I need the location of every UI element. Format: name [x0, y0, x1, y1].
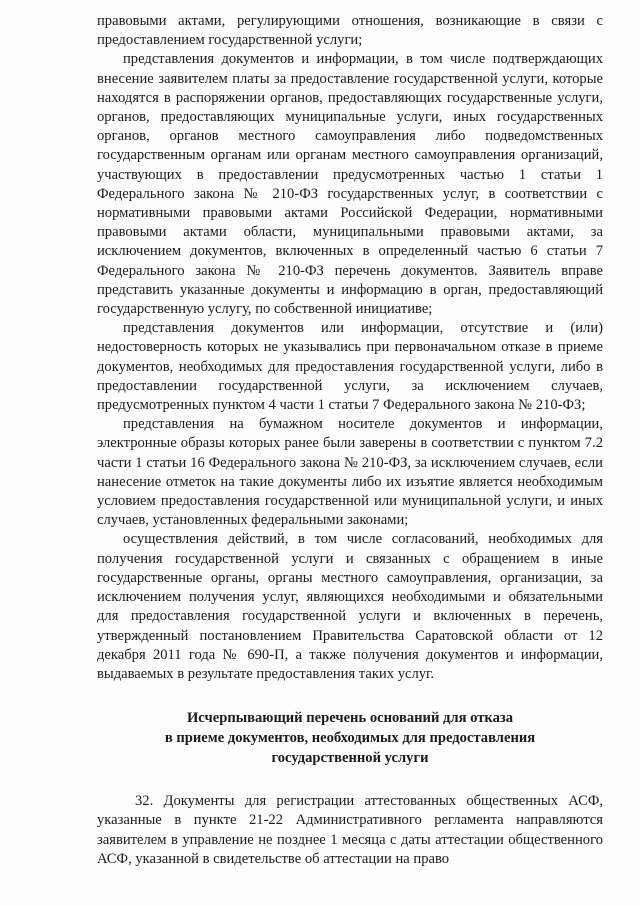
paragraph-actions: осуществления действий, в том числе согласований, необходимых для получения государственной услуги и связанных с обращением в иные государственные органы, органы местного самоуправления, организации, за исключением получения услуг, являющихся необходимыми и обязательными для предоставления государственной услуги и включенных в перечень, утвержденный постановлением Правительства Саратовской области от 12 декабря 2011 года № 690-П, а также получения документов и информации, выдаваемых в результате предоставления таких услуг.	[97, 531, 603, 682]
section-heading-line-2: в приеме документов, необходимых для предоставления	[164, 730, 536, 747]
spacer	[97, 768, 603, 792]
section-heading-line-3: государственной услуги	[271, 750, 429, 767]
section-heading	[97, 708, 603, 768]
paragraph-continuation: правовыми актами, регулирующими отношения, возникающие в связи с предоставлением государственной услуги;	[97, 13, 603, 49]
paragraph-32: 32. Документы для регистрации аттестованных общественных АСФ, указанные в пункте 21-22 Административного регламента направляются заявителем в управление не позднее 1 месяца с даты аттестации общественного АСФ, указанной в свидетельстве об аттестации на право	[97, 793, 603, 867]
paragraph-unreliability: представления документов или информации, отсутствие и (или) недостоверность которых не указывались при первоначальном отказе в приеме документов, необходимых для предоставления государственной услуги, либо в предоставлении государственной услуги, за исключением случаев, предусмотренных пунктом 4 части 1 статьи 7 Федерального закона № 210-ФЗ;	[97, 320, 603, 414]
document-body	[97, 12, 603, 869]
paragraph-paper-media: представления на бумажном носителе документов и информации, электронные образы которых ранее были заверены в соответствии с пунктом 7.2 части 1 статьи 16 Федерального закона № 210-ФЗ, за исключением случаев, если нанесение отметок на такие документы либо их изъятие является необходимым условием предоставления государственной или муниципальной услуги, и иных случаев, установленных федеральными законами;	[97, 416, 603, 529]
section-heading-line-1: Исчерпывающий перечень оснований для отказа	[186, 710, 514, 727]
paragraph-documents-information: представления документов и информации, в том числе подтверждающих внесение заявителем платы за предоставление государственной услуги, которые находятся в распоряжении органов, предоставляющих государственные услуги, органов, предоставляющих муниципальные услуги, иных государственных органов, органов местного самоуправления либо подведомственных государственным органам или органам местного самоуправления организаций, участвующих в предоставлении предусмотренных частью 1 статьи 1 Федерального закона № 210-ФЗ государственных услуг, в соответствии с нормативными правовыми актами Российской Федерации, нормативными правовыми актами области, муниципальными правовыми актами, за исключением документов, включенных в определенный частью 6 статьи 7 Федерального закона № 210-ФЗ перечень документов. Заявитель вправе представить указанные документы и информацию в орган, предоставляющий государственную услугу, по собственной инициативе;	[97, 51, 603, 318]
